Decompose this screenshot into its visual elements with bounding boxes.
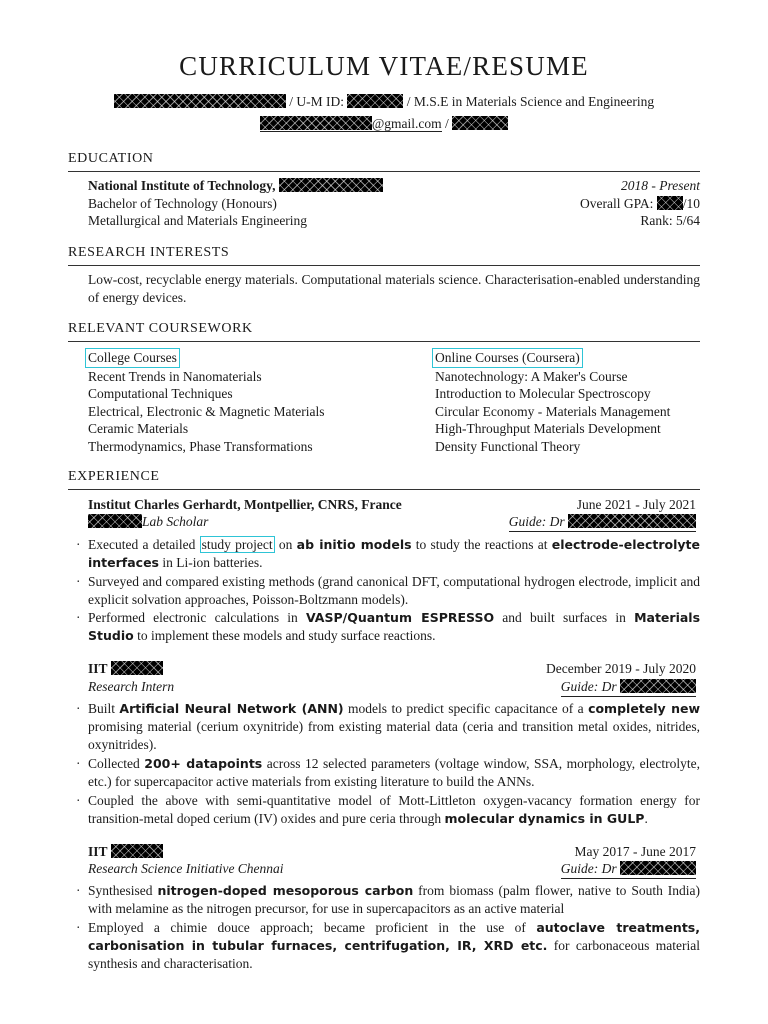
job-1-dates: June 2021 - July 2021 bbox=[576, 497, 696, 512]
email-domain: @gmail.com bbox=[371, 116, 442, 131]
email-link[interactable] bbox=[260, 116, 442, 132]
education-dates: 2018 - Present bbox=[621, 178, 700, 193]
online-courses-link[interactable]: Online Courses (Coursera) bbox=[432, 348, 583, 368]
online-course-item: Density Functional Theory bbox=[435, 438, 581, 454]
redacted-name bbox=[114, 94, 286, 108]
redacted-guide bbox=[620, 861, 696, 875]
job-3-guide: Guide: Dr bbox=[560, 861, 617, 876]
college-course-item: Computational Techniques bbox=[88, 386, 233, 402]
gpa-suffix: /10 bbox=[682, 196, 700, 211]
study-project-link[interactable]: study project bbox=[201, 537, 273, 552]
job-2-bullet-3: · Coupled the above with semi-quantitative model of Mott-Littleton oxygen-vacancy formation energy for transition-metal doped cerium (IV) oxides and pure ceria through molecular dynamics in GULP. bbox=[76, 793, 700, 826]
class-rank: Rank: 5/64 bbox=[640, 213, 700, 228]
job-1-bullet-2: · Surveyed and compared existing methods (grand canonical DFT, computational hydrogen electrode, implicit and explicit solvation approaches, Poisson-Boltzmann models). bbox=[76, 574, 700, 607]
job-3-bullet-2: · Employed a chimie douce approach; became proficient in the use of autoclave treatments, carbonisation in tubular furnaces, centrifugation, IR, XRD etc. for carbonaceous material synthesis and characterisation. bbox=[76, 920, 700, 971]
online-courses-column bbox=[435, 348, 705, 456]
online-course-item: Circular Economy - Materials Management bbox=[435, 403, 671, 419]
job-2-bullet-1: · Built Artificial Neural Network (ANN) models to predict specific capacitance of a completely new promising material (cerium oxynitride) from existing material data (ceria and transition metal oxides, nitrides, oxynitrides). bbox=[76, 701, 700, 752]
online-course-item: Nanotechnology: A Maker's Course bbox=[435, 368, 628, 384]
redacted-guide bbox=[620, 679, 696, 693]
degree-name: Bachelor of Technology (Honours) bbox=[88, 196, 277, 211]
redacted-umid bbox=[347, 94, 403, 108]
job-1-header bbox=[88, 496, 696, 514]
education-row-3 bbox=[88, 212, 700, 230]
job-1-guide: Guide: Dr bbox=[508, 514, 565, 529]
section-experience: EXPERIENCE bbox=[68, 468, 700, 490]
redacted-phone[interactable] bbox=[452, 116, 508, 130]
online-course-item: High-Throughput Materials Development bbox=[435, 421, 661, 437]
institution-name: National Institute of Technology, bbox=[88, 178, 276, 193]
job-2-dates: December 2019 - July 2020 bbox=[546, 661, 696, 676]
job-1-role: Lab Scholar bbox=[142, 514, 209, 529]
job-3-dates: May 2017 - June 2017 bbox=[574, 844, 696, 859]
job-3-subheader bbox=[88, 860, 696, 879]
job-2-guide: Guide: Dr bbox=[560, 679, 617, 694]
job-1-bullet-1: · Executed a detailed study project on ab initio models to study the reactions at electrode-electrolyte interfaces in Li-ion batteries. bbox=[76, 537, 700, 570]
college-courses-column bbox=[88, 348, 418, 456]
job-2-header bbox=[88, 660, 696, 678]
education-row-2 bbox=[88, 195, 700, 213]
section-coursework: RELEVANT COURSEWORK bbox=[68, 320, 700, 342]
job-3-org: IIT bbox=[88, 844, 108, 859]
job-3-role: Research Science Initiative Chennai bbox=[88, 861, 284, 876]
job-2-role: Research Intern bbox=[88, 679, 175, 694]
job-1-org: Institut Charles Gerhardt, Montpellier, CNRS, France bbox=[88, 497, 402, 512]
contact-line-1 bbox=[0, 93, 768, 111]
gpa-label: Overall GPA: bbox=[579, 196, 657, 211]
job-2-org: IIT bbox=[88, 661, 108, 676]
contact-line-2 bbox=[0, 115, 768, 133]
job-3-header bbox=[88, 843, 696, 861]
college-course-item: Recent Trends in Nanomaterials bbox=[88, 368, 262, 384]
redacted-iit bbox=[111, 661, 163, 675]
education-row-1 bbox=[88, 177, 700, 195]
major-name: Metallurgical and Materials Engineering bbox=[88, 213, 308, 228]
contact-separator: / bbox=[441, 116, 453, 131]
college-course-item: Electrical, Electronic & Magnetic Materials bbox=[88, 403, 325, 419]
umid-label: / U-M ID: bbox=[285, 94, 348, 109]
section-research-interests: RESEARCH INTERESTS bbox=[68, 244, 700, 266]
job-2-bullet-2: · Collected 200+ datapoints across 12 selected parameters (voltage window, SSA, morphology, electrolyte, etc.) for supercapacitor active materials from existing literature to build the ANNs. bbox=[76, 756, 700, 789]
job-1-subheader bbox=[88, 513, 696, 532]
page-title: CURRICULUM VITAE/RESUME bbox=[179, 51, 589, 81]
redacted-lab bbox=[88, 514, 142, 528]
redacted-institution bbox=[279, 178, 383, 192]
redacted-gpa bbox=[657, 196, 683, 210]
online-course-item: Introduction to Molecular Spectroscopy bbox=[435, 386, 651, 402]
degree-text: / M.S.E in Materials Science and Engineering bbox=[403, 94, 655, 109]
college-courses-link[interactable]: College Courses bbox=[85, 348, 180, 368]
redacted-guide bbox=[568, 514, 696, 528]
section-education: EDUCATION bbox=[68, 150, 700, 172]
research-interests-text: Low-cost, recyclable energy materials. Computational materials science. Characterisation-enabled understanding of energy devices. bbox=[88, 272, 700, 305]
college-course-item: Ceramic Materials bbox=[88, 421, 189, 437]
job-2-subheader bbox=[88, 678, 696, 697]
college-course-item: Thermodynamics, Phase Transformations bbox=[88, 438, 313, 454]
job-3-bullet-1: · Synthesised nitrogen-doped mesoporous carbon from biomass (palm flower, native to South India) with melamine as the nitrogen precursor, for use in supercapacitors as an active material bbox=[76, 883, 700, 916]
job-1-bullet-3: · Performed electronic calculations in VASP/Quantum ESPRESSO and built surfaces in Materials Studio to implement these models and study surface reactions. bbox=[76, 610, 701, 643]
redacted-iit bbox=[111, 844, 163, 858]
redacted-email bbox=[260, 116, 372, 130]
